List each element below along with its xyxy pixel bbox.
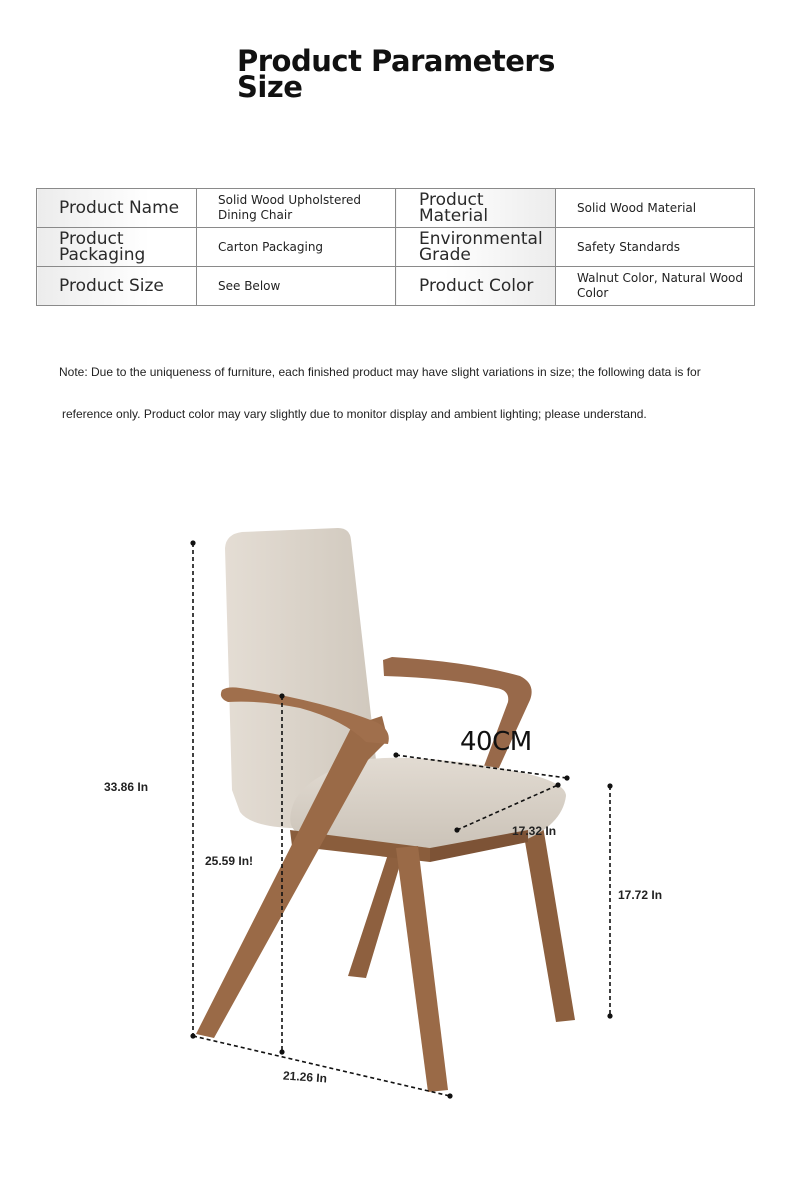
- value-environmental-grade: Safety Standards: [556, 228, 755, 267]
- value-product-size: See Below: [197, 267, 396, 306]
- title-line-2: Size: [237, 70, 303, 104]
- chair-front-right-leg: [396, 846, 448, 1092]
- dim-seat-width: 40CM: [460, 727, 532, 757]
- note-line-1: Note: Due to the uniqueness of furniture, each finished product may have slight variations in size; the following data is for: [59, 365, 701, 379]
- label-product-size: Product Size: [37, 267, 197, 306]
- dim-seat-height: 17.72 In: [618, 888, 663, 902]
- label-product-packaging: Product Packaging: [37, 228, 197, 267]
- title-line-1: Product Parameters: [237, 44, 555, 78]
- label-product-material: Product Material: [396, 189, 556, 228]
- dim-total-height: 33.86 In: [104, 780, 149, 794]
- label-environmental-grade: Environmental Grade: [396, 228, 556, 267]
- label-product-color: Product Color: [396, 267, 556, 306]
- dim-arm-height: 25.59 In!: [205, 854, 254, 868]
- value-product-packaging: Carton Packaging: [197, 228, 396, 267]
- label-product-name: Product Name: [37, 189, 197, 228]
- dim-seat-depth: 17.32 In: [512, 824, 557, 838]
- value-product-name: Solid Wood Upholstered Dining Chair: [197, 189, 396, 228]
- base-width-line: [193, 1036, 450, 1096]
- value-product-color: Walnut Color, Natural Wood Color: [556, 267, 755, 306]
- value-product-material: Solid Wood Material: [556, 189, 755, 228]
- note-line-2: reference only. Product color may vary slightly due to monitor display and ambient lighting; please understand.: [62, 407, 647, 421]
- dim-base-width: 21.26 In: [282, 1068, 328, 1086]
